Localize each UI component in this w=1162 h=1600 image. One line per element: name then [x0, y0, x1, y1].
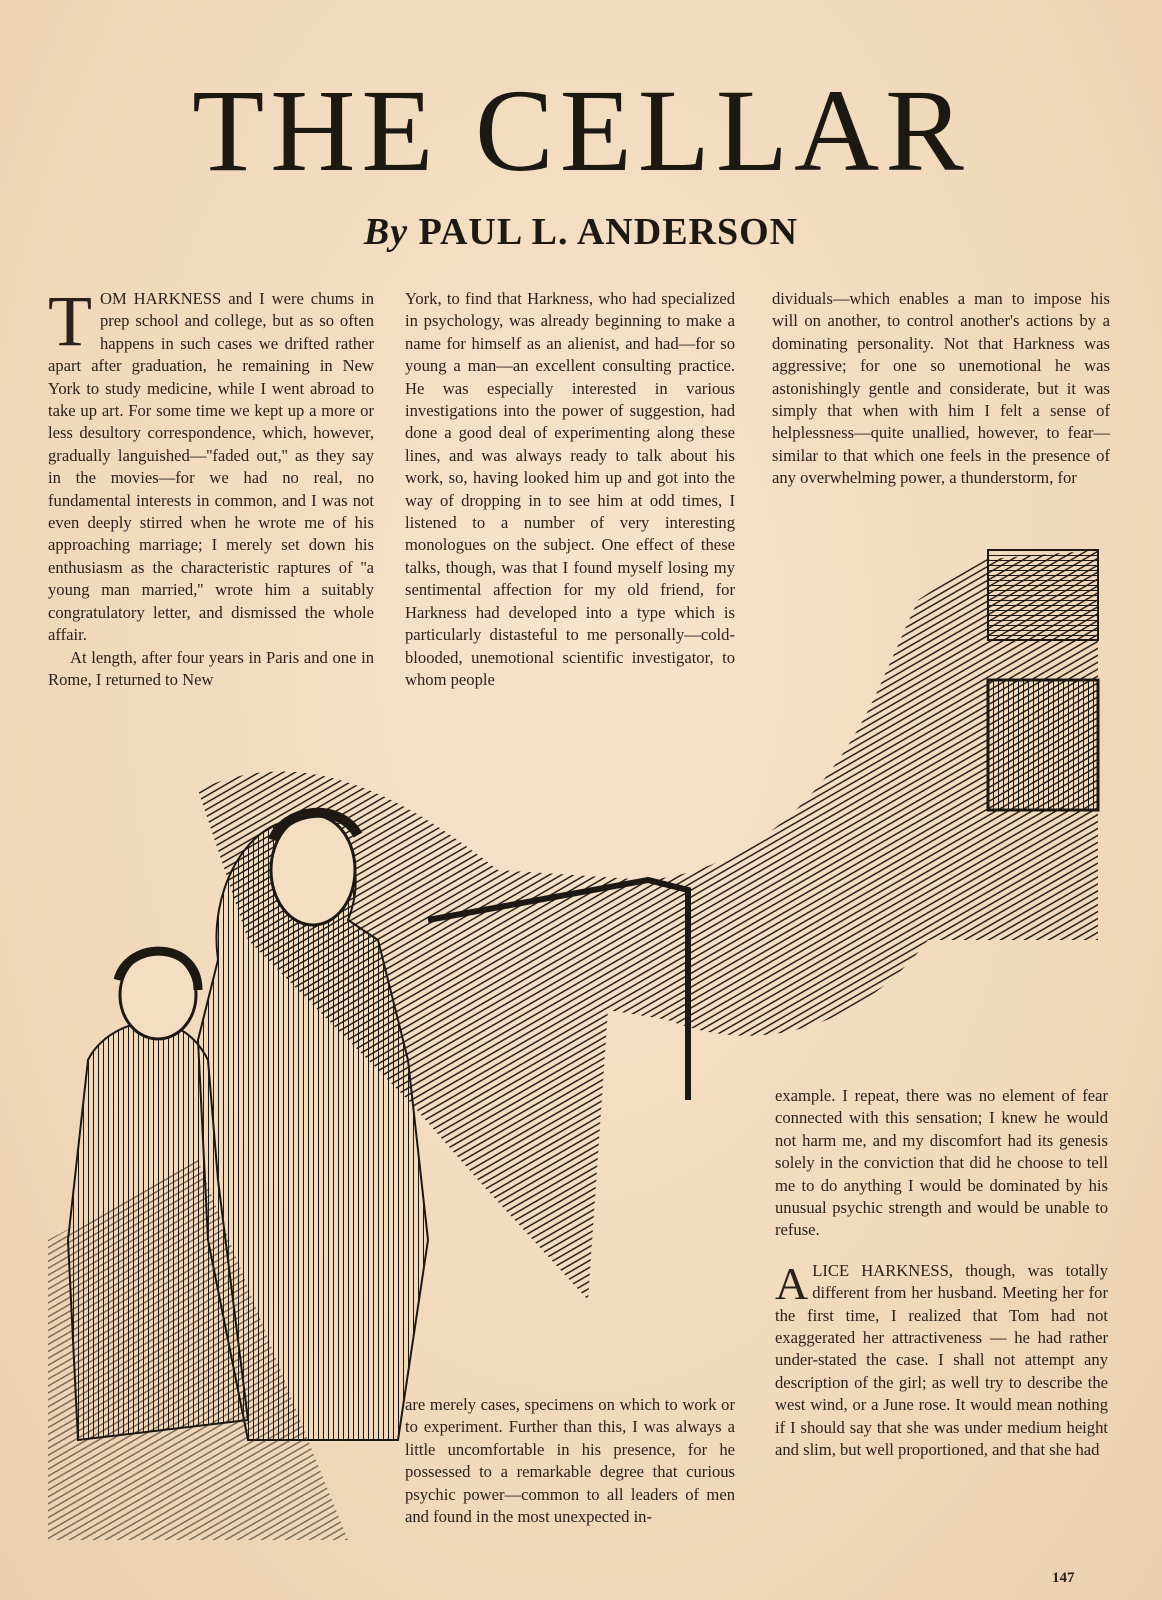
col2-paragraph-1: York, to find that Harkness, who had specialized in psychology, was already beginning to make a name for himself as an alienist, and had—for so young a man—an excellent consulting practice. He was especially interested in various investigations into the power of suggestion, had done a good deal of experimenting along these lines, and was always ready to talk about his work, so, having looked him up and got into the way of dropping in to see him at odd times, I listened to a number of very interesting monologues on the subject. One effect of these talks, though, was that I found myself losing my sentimental affection for my old friend, for Harkness had developed into a type which is particularly distasteful to me personally—cold-blooded, unemotional scientific investigator, to whom people — [405, 289, 735, 689]
upper-window — [988, 550, 1098, 640]
column-3 — [772, 288, 1110, 490]
byline — [0, 210, 1162, 254]
cellar-window — [988, 680, 1098, 810]
page-number: 147 — [1052, 1570, 1075, 1586]
column-1 — [48, 281, 374, 691]
col1-paragraph-1: OM HARKNESS and I were chums in prep school and college, but as so often happens in such cases we drifted rather apart after graduation, he remaining in New York to study medicine, while I went abroad to take up art. For some time we kept up a more or less desultory correspondence, which, however, gradually languished—''faded out,'' as they say in the movies—for we had no real, no fundamental interests in common, and I was not even deeply stirred when he wrote me of his approaching marriage; I merely set down his enthusiasm as the characteristic raptures of ''a young man married,'' wrote him a suitably congratulatory letter, and dismissed the whole affair. — [48, 289, 374, 645]
col4-paragraph-1: example. I repeat, there was no element of fear connected with this sensation; I knew he would not harm me, and my discomfort had its genesis solely in the conviction that did he choose to tell me to do anything I would be dominated by his unusual psychic strength and would be unable to refuse. — [775, 1086, 1108, 1240]
column-4 — [775, 1085, 1108, 1462]
byline-author: PAUL L. ANDERSON — [418, 211, 799, 253]
col4-paragraph-2: LICE HARKNESS, though, was totally different from her husband. Meeting her for the first time, I realized that Tom had not exaggerated her attractiveness — he had rather under-stated the case. I shall not attempt any description of the girl; as well try to describe the west wind, or a June rose. It would mean nothing if I should say that she was under medium height and slim, but well proportioned, and that she had — [775, 1260, 1108, 1460]
column-5 — [405, 1394, 735, 1528]
col1-paragraph-2: At length, after four years in Paris and one in Rome, I returned to New — [48, 647, 374, 689]
byline-by: By — [363, 211, 409, 253]
article-title: THE CELLAR — [192, 65, 970, 196]
column-2 — [405, 288, 735, 691]
drop-cap-a: A — [775, 1257, 809, 1309]
col5-paragraph-1: are merely cases, specimens on which to work or to experiment. Further than this, I was always a little uncomfortable in his presence, for he possessed to a remarkable degree that curious psychic power—common to all leaders of men and found in the most unexpected in- — [405, 1395, 735, 1527]
col3-paragraph-1: dividuals—which enables a man to impose his will on another, to control another's actions by a dominating personality. Not that Harkness was aggressive; for one so unemotional he was astonishingly gentle and considerate, but it was simply that when with him I felt a sense of helplessness—quite unallied, however, to fear—similar to that which one feels in the presence of any overwhelming power, a thunderstorm, for — [772, 289, 1110, 488]
drop-cap-t: T — [48, 281, 92, 361]
